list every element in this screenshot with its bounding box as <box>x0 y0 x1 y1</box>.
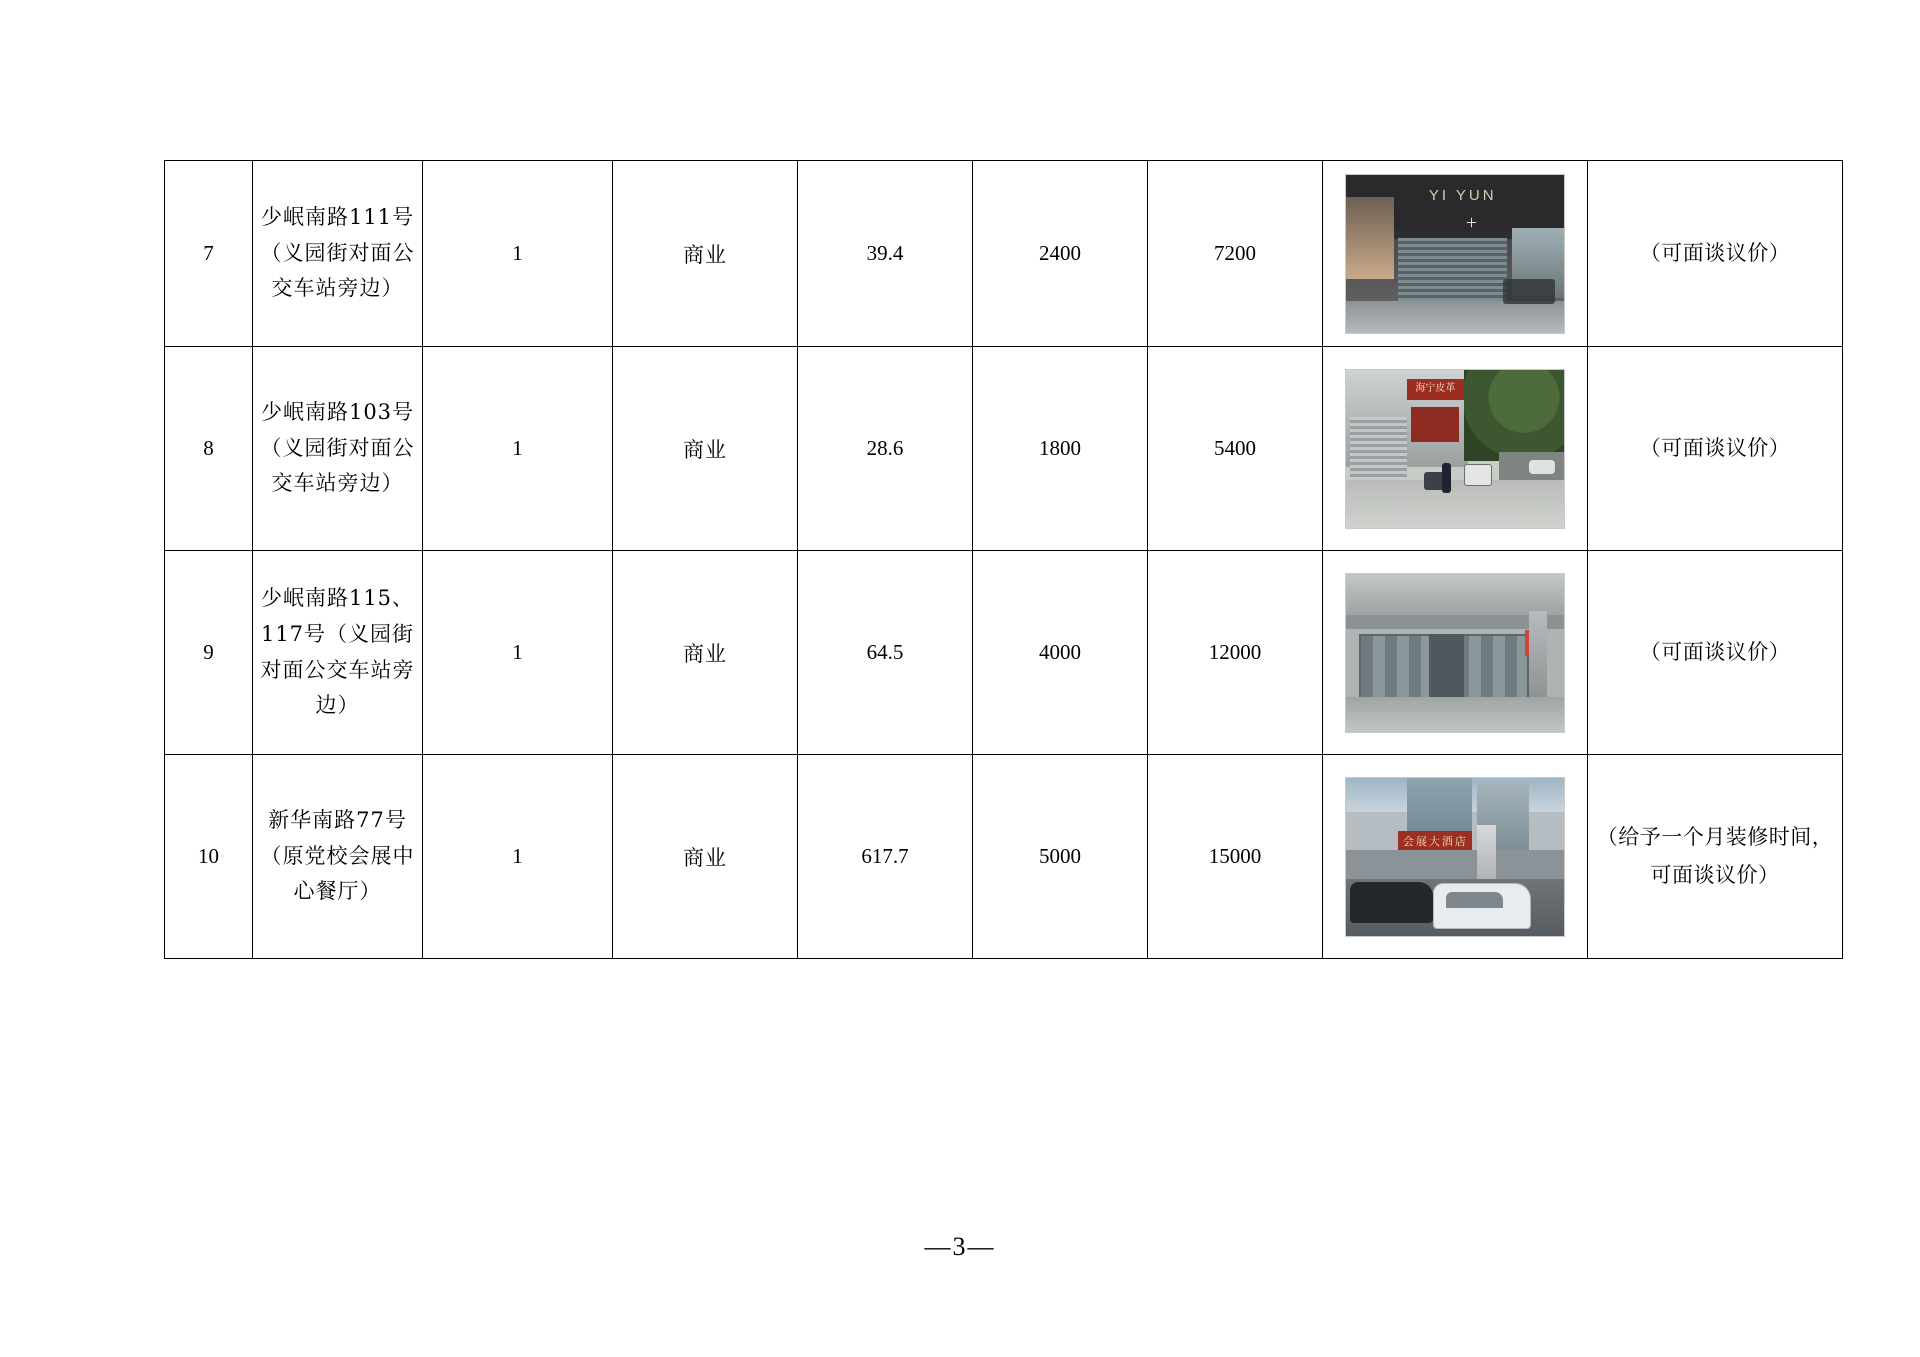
cell-photo <box>1323 161 1588 347</box>
cell-monthly-rent: 1800 <box>973 347 1148 551</box>
property-listing-table <box>164 160 1843 959</box>
cell-usage-type: 商业 <box>613 161 798 347</box>
photo-sign-text: 会展大酒店 <box>1402 834 1468 848</box>
cell-remark: （可面谈议价） <box>1588 161 1843 347</box>
cell-quarterly-rent: 15000 <box>1148 755 1323 959</box>
photo-sign-text: 海宁皮革 <box>1415 382 1456 394</box>
cell-remark: （可面谈议价） <box>1588 347 1843 551</box>
cell-photo <box>1323 551 1588 755</box>
cell-count: 1 <box>423 347 613 551</box>
cell-usage-type: 商业 <box>613 755 798 959</box>
cell-count: 1 <box>423 755 613 959</box>
cell-address: 新华南路77号（原党校会展中心餐厅） <box>253 755 423 959</box>
cell-quarterly-rent: 12000 <box>1148 551 1323 755</box>
cell-area: 617.7 <box>798 755 973 959</box>
cell-row-number: 8 <box>165 347 253 551</box>
cell-monthly-rent: 2400 <box>973 161 1148 347</box>
cell-quarterly-rent: 5400 <box>1148 347 1323 551</box>
property-photo-7: YI YUN + <box>1345 174 1565 334</box>
cell-row-number: 7 <box>165 161 253 347</box>
cell-quarterly-rent: 7200 <box>1148 161 1323 347</box>
cell-area: 28.6 <box>798 347 973 551</box>
property-photo-8 <box>1345 369 1565 529</box>
photo-sign-text: YI YUN <box>1428 187 1497 205</box>
cell-row-number: 9 <box>165 551 253 755</box>
table-row <box>165 161 1843 347</box>
cell-remark: （给予一个月装修时间，可面谈议价） <box>1588 755 1843 959</box>
cell-monthly-rent: 4000 <box>973 551 1148 755</box>
cell-row-number: 10 <box>165 755 253 959</box>
cell-address: 少岷南路111号（义园街对面公交车站旁边） <box>253 161 423 347</box>
cell-usage-type: 商业 <box>613 347 798 551</box>
cell-address: 少岷南路115、117号（义园街对面公交车站旁边） <box>253 551 423 755</box>
page-number: —3— <box>924 1232 996 1261</box>
cell-monthly-rent: 5000 <box>973 755 1148 959</box>
table-row <box>165 551 1843 755</box>
cell-address: 少岷南路103号（义园街对面公交车站旁边） <box>253 347 423 551</box>
cell-area: 39.4 <box>798 161 973 347</box>
cell-count: 1 <box>423 161 613 347</box>
cell-area: 64.5 <box>798 551 973 755</box>
table-row <box>165 347 1843 551</box>
property-photo-9 <box>1345 573 1565 733</box>
property-photo-10 <box>1345 777 1565 937</box>
cell-remark: （可面谈议价） <box>1588 551 1843 755</box>
cell-photo <box>1323 347 1588 551</box>
cell-photo <box>1323 755 1588 959</box>
table-row <box>165 755 1843 959</box>
cell-usage-type: 商业 <box>613 551 798 755</box>
cell-count: 1 <box>423 551 613 755</box>
